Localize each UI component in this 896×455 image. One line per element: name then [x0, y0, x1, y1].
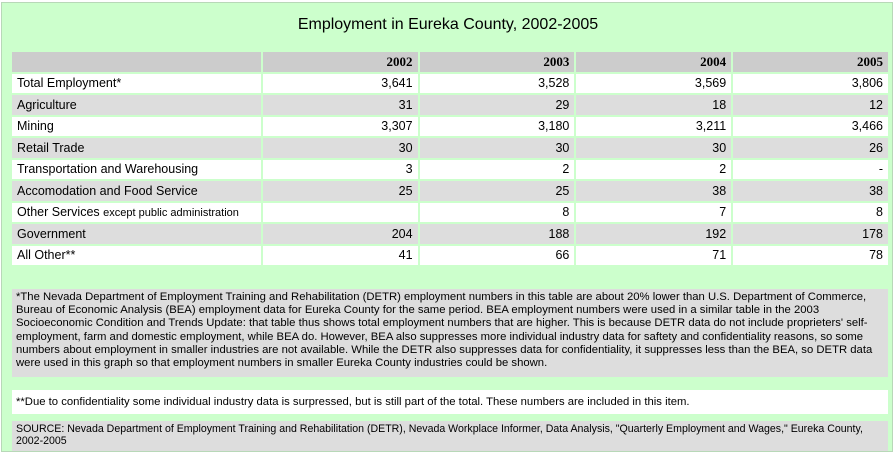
header-2004: 2004 — [576, 52, 731, 72]
source-note: SOURCE: Nevada Department of Employment Training and Rehabilitation (DETR), Nevada Workplace Informer, Data Analysis, "Quarterly Employment and Wages," Eureka County, 2002-2005 — [12, 421, 888, 451]
table-header-row — [12, 52, 888, 72]
row-label: Accomodation and Food Service — [12, 181, 261, 201]
cell-2005: 26 — [733, 138, 888, 158]
table-row — [12, 246, 888, 266]
cell-2002: 31 — [263, 95, 418, 115]
header-2002: 2002 — [263, 52, 418, 72]
header-blank — [12, 52, 261, 72]
cell-2002: 3,307 — [263, 117, 418, 137]
row-label: All Other** — [12, 246, 261, 266]
cell-2003: 25 — [420, 181, 575, 201]
row-label: Total Employment* — [12, 74, 261, 94]
table-row — [12, 95, 888, 115]
row-label: Transportation and Warehousing — [12, 160, 261, 180]
row-label — [12, 203, 261, 223]
cell-2005: 78 — [733, 246, 888, 266]
row-label: Retail Trade — [12, 138, 261, 158]
cell-2002: 3 — [263, 160, 418, 180]
cell-2003: 2 — [420, 160, 575, 180]
cell-2005: - — [733, 160, 888, 180]
table-row — [12, 181, 888, 201]
cell-2003: 29 — [420, 95, 575, 115]
cell-2005: 38 — [733, 181, 888, 201]
row-label-suffix: except public administration — [103, 207, 239, 220]
detr-footnote: *The Nevada Department of Employment Training and Rehabilitation (DETR) employment numbers in this table are about 20% lower than U.S. Department of Commerce, Bureau of Economic Analysis (BEA) employment data for Eureka County for the same period. BEA employment numbers were used in a similar table in the 2003 Socioeconomic Condition and Trends Update: that table thus shows total employment numbers that are higher. This is because DETR data do not include proprieters' self-employment, farm and domestic employment, while BEA do. However, BEA also suppresses more individual industry data for saftety and confidentiality reasons, so some numbers about employment in smaller industries are not available. While the DETR also suppresses data for confidentiality, it suppresses less than the BEA, so DETR data were used in this graph so that employment numbers in smaller Eureka County industries could be shown. — [12, 289, 888, 377]
row-label: Government — [12, 224, 261, 244]
cell-2003: 8 — [420, 203, 575, 223]
cell-2003: 3,180 — [420, 117, 575, 137]
cell-2005: 8 — [733, 203, 888, 223]
row-label: Agriculture — [12, 95, 261, 115]
cell-2004: 3,211 — [576, 117, 731, 137]
table-row — [12, 138, 888, 158]
cell-2005: 3,806 — [733, 74, 888, 94]
header-2005: 2005 — [733, 52, 888, 72]
table-row — [12, 74, 888, 94]
cell-2004: 71 — [576, 246, 731, 266]
cell-2004: 7 — [576, 203, 731, 223]
cell-2002: 3,641 — [263, 74, 418, 94]
table-row — [12, 160, 888, 180]
page-title: Employment in Eureka County, 2002-2005 — [297, 16, 599, 33]
cell-2002: 204 — [263, 224, 418, 244]
cell-2005: 178 — [733, 224, 888, 244]
cell-2004: 30 — [576, 138, 731, 158]
cell-2002: 25 — [263, 181, 418, 201]
cell-2004: 2 — [576, 160, 731, 180]
cell-2003: 188 — [420, 224, 575, 244]
row-label-main: Other Services — [17, 205, 100, 220]
cell-2003: 66 — [420, 246, 575, 266]
cell-2004: 38 — [576, 181, 731, 201]
cell-2005: 3,466 — [733, 117, 888, 137]
employment-table — [10, 50, 890, 267]
table-row — [12, 203, 888, 223]
cell-2004: 192 — [576, 224, 731, 244]
cell-2002 — [263, 203, 418, 223]
cell-2002: 30 — [263, 138, 418, 158]
table-row — [12, 224, 888, 244]
confidentiality-footnote: **Due to confidentiality some individual industry data is surpressed, but is still part of the total. These numbers are included in this item. — [12, 390, 888, 414]
cell-2004: 3,569 — [576, 74, 731, 94]
row-label: Mining — [12, 117, 261, 137]
header-2003: 2003 — [420, 52, 575, 72]
cell-2004: 18 — [576, 95, 731, 115]
report-panel — [1, 2, 893, 452]
cell-2003: 3,528 — [420, 74, 575, 94]
cell-2003: 30 — [420, 138, 575, 158]
cell-2002: 41 — [263, 246, 418, 266]
table-row — [12, 117, 888, 137]
cell-2005: 12 — [733, 95, 888, 115]
